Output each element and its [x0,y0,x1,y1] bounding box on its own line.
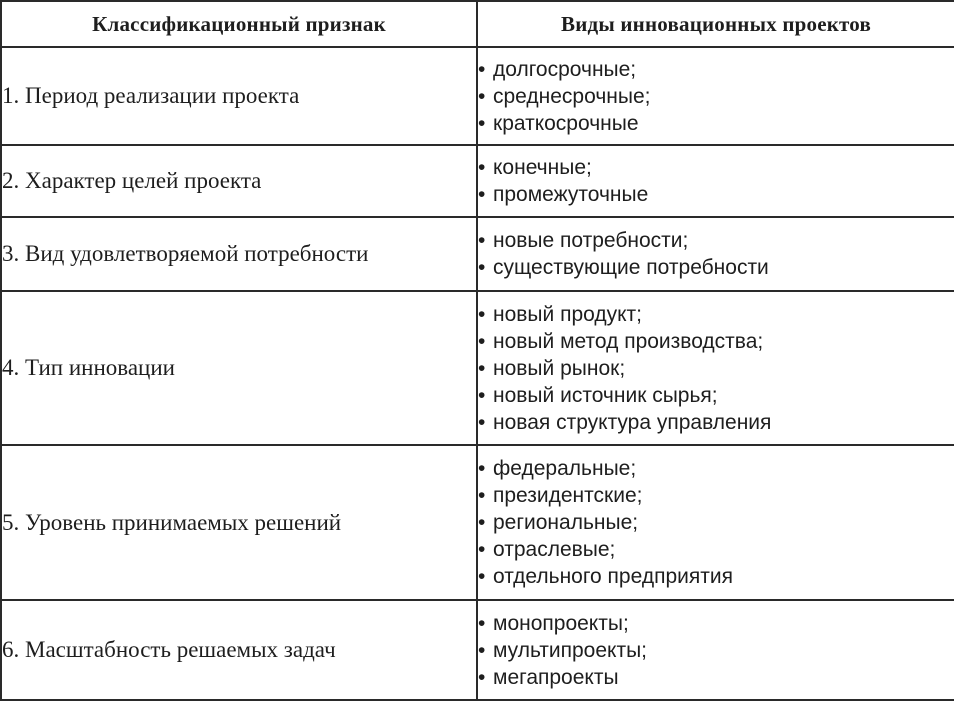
type-label: новый продукт; [493,302,642,326]
types-list [478,455,954,590]
bullet-icon: • [478,457,486,480]
bullet-icon: • [478,156,486,179]
bullet-icon: • [478,229,486,252]
types-cell [477,217,954,291]
list-item [478,509,954,536]
list-item [478,664,954,691]
table-row [1,445,954,600]
list-item [478,328,954,355]
type-label: мультипроекты; [493,638,647,662]
type-label: конечные; [493,156,592,179]
types-cell [477,445,954,600]
types-list [478,301,954,436]
feature-cell: 2. Характер целей проекта [1,145,477,217]
types-list [478,227,954,281]
list-item [478,83,954,110]
bullet-icon: • [478,329,486,353]
type-label: среднесрочные; [493,84,651,108]
bullet-icon: • [478,256,486,279]
types-list [478,154,954,208]
type-label: президентские; [493,484,643,507]
bullet-icon: • [478,511,486,534]
list-item [478,181,954,208]
types-cell [477,291,954,445]
type-label: новый метод производства; [493,329,764,353]
type-label: монопроекты; [493,611,629,635]
bullet-icon: • [478,57,486,81]
list-item [478,563,954,590]
bullet-icon: • [478,356,486,380]
bullet-icon: • [478,638,486,662]
type-label: существующие потребности [493,256,769,279]
table-row [1,291,954,445]
bullet-icon: • [478,565,486,588]
type-label: отдельного предприятия [493,565,733,588]
bullet-icon: • [478,383,486,407]
list-item [478,455,954,482]
type-label: федеральные; [493,457,637,480]
type-label: новые потребности; [493,229,689,252]
types-cell [477,145,954,217]
bullet-icon: • [478,111,486,135]
bullet-icon: • [478,84,486,108]
header-feature: Классификационный признак [1,1,477,47]
list-item [478,382,954,409]
feature-cell: 1. Период реализации проекта [1,47,477,145]
list-item [478,610,954,637]
header-project-types: Виды инновационных проектов [477,1,954,47]
type-label: отраслевые; [493,538,616,561]
table-row [1,145,954,217]
list-item [478,110,954,137]
type-label: долгосрочные; [493,57,637,81]
feature-cell: 6. Масштабность решаемых задач [1,600,477,700]
list-item [478,56,954,83]
list-item [478,482,954,509]
bullet-icon: • [478,302,486,326]
type-label: региональные; [493,511,639,534]
header-row [1,1,954,47]
bullet-icon: • [478,183,486,206]
feature-cell: 5. Уровень принимаемых решений [1,445,477,600]
list-item [478,227,954,254]
type-label: промежуточные [493,183,649,206]
table-row [1,217,954,291]
types-cell [477,600,954,700]
types-list [478,610,954,691]
list-item [478,536,954,563]
bullet-icon: • [478,538,486,561]
type-label: краткосрочные [493,111,639,135]
list-item [478,355,954,382]
types-list [478,56,954,137]
list-item [478,637,954,664]
type-label: мегапроекты [493,665,619,689]
table-row [1,47,954,145]
list-item [478,254,954,281]
type-label: новая структура управления [493,410,772,434]
list-item [478,409,954,436]
feature-cell: 3. Вид удовлетворяемой потребности [1,217,477,291]
list-item [478,154,954,181]
bullet-icon: • [478,665,486,689]
bullet-icon: • [478,611,486,635]
bullet-icon: • [478,410,486,434]
bullet-icon: • [478,484,486,507]
feature-cell: 4. Тип инновации [1,291,477,445]
types-cell [477,47,954,145]
type-label: новый рынок; [493,356,626,380]
type-label: новый источник сырья; [493,383,718,407]
list-item [478,301,954,328]
table-row [1,600,954,700]
